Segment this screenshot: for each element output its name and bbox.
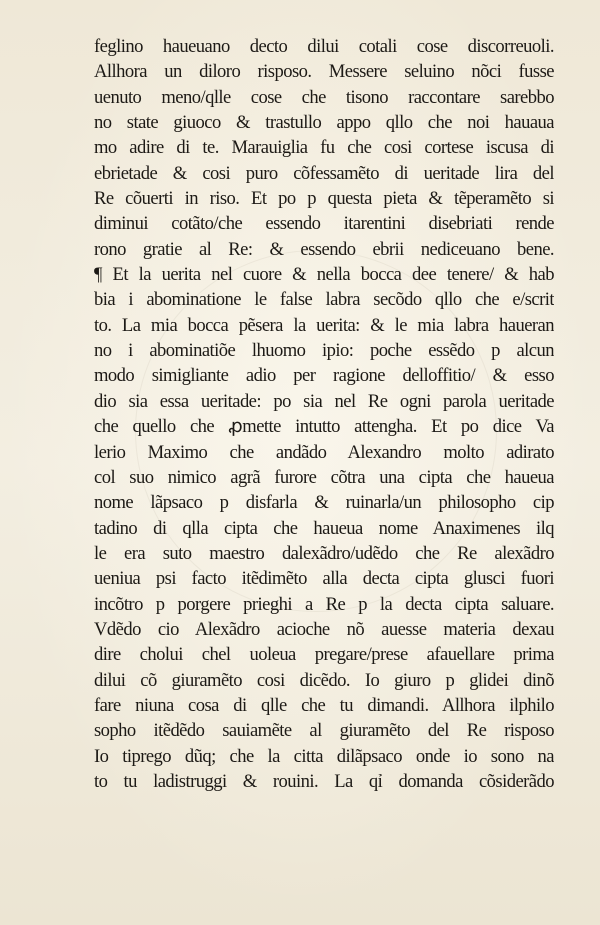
text-line: dire cholui chel uoleua pregare/prese afauellare prima [94,644,554,666]
text-line: che quello che ꝓmette intutto attengha. Et po dice Va [94,416,554,438]
text-line: to. La mia bocca pẽsera la uerita: & le mia labra haueran [94,314,554,336]
text-line: tadino di qlla cipta che haueua nome Anaximenes ilq [94,517,554,539]
text-line: Re cõuerti in riso. Et po p questa pieta & tẽperamẽto si [94,188,554,210]
text-line: diminui cotãto/che essendo itarentini disebriati rende [94,213,554,235]
text-line: nome lãpsaco p disfarla & ruinarla/un philosopho cip [94,492,554,514]
text-line: Vdẽdo cio Alexãdro acioche nõ auesse materia dexau [94,618,554,640]
text-line: col suo nimico agrã furore cõtra una cipta che haueua [94,466,554,488]
text-line: rono gratie al Re: & essendo ebrii nediceuano bene. [94,238,554,260]
text-line: fare niuna cosa di qlle che tu dimandi. Allhora ilphilo [94,694,554,716]
text-line: bia i abominatione le false labra secõdo qllo che e/scrit [94,289,554,311]
text-line: le era suto maestro dalexãdro/udẽdo che Re alexãdro [94,542,554,564]
text-line: sopho itẽdẽdo sauiamẽte al giuramẽto del Re risposo [94,720,554,742]
text-line: mo adire di te. Marauiglia fu che cosi cortese iscusa di [94,137,554,159]
text-line: feglino haueuano decto dilui cotali cose discorreuoli. [94,36,554,57]
text-line: Allhora un diloro risposo. Messere seluino nõci fusse [94,61,554,83]
text-line: ueniua psi facto itẽdimẽto alla decta cipta glusci fuori [94,568,554,590]
text-line: no state giuoco & trastullo appo qllo che noi hauaua [94,112,554,134]
text-line: uenuto meno/qlle cose che tisono raccontare sarebbo [94,86,554,108]
text-line: ebrietade & cosi puro cõfessamẽto di ueritade lira del [94,162,554,184]
text-line: modo simigliante adio per ragione delloffitio/ & esso [94,365,554,387]
text-line: dio sia essa ueritade: po sia nel Re ogni parola ueritade [94,390,554,412]
text-line: lerio Maximo che andãdo Alexandro molto adirato [94,441,554,463]
text-line: to tu ladistruggi & rouini. La qỉ domanda cõsiderãdo [94,770,554,792]
text-line: no i abominatiõe lhuomo ipio: poche essẽdo p alcun [94,340,554,362]
text-line: Io tiprego dũq; che la citta dilãpsaco onde io sono na [94,745,554,767]
paragraph-mark-line: ¶ Et la uerita nel cuore & nella bocca dee tenere/ & hab [94,264,554,286]
text-block [94,34,554,794]
text-line: dilui cõ giuramẽto cosi dicẽdo. Io giuro p glidei dinõ [94,669,554,691]
text-line: incõtro p porgere prieghi a Re p la decta cipta saluare. [94,593,554,615]
